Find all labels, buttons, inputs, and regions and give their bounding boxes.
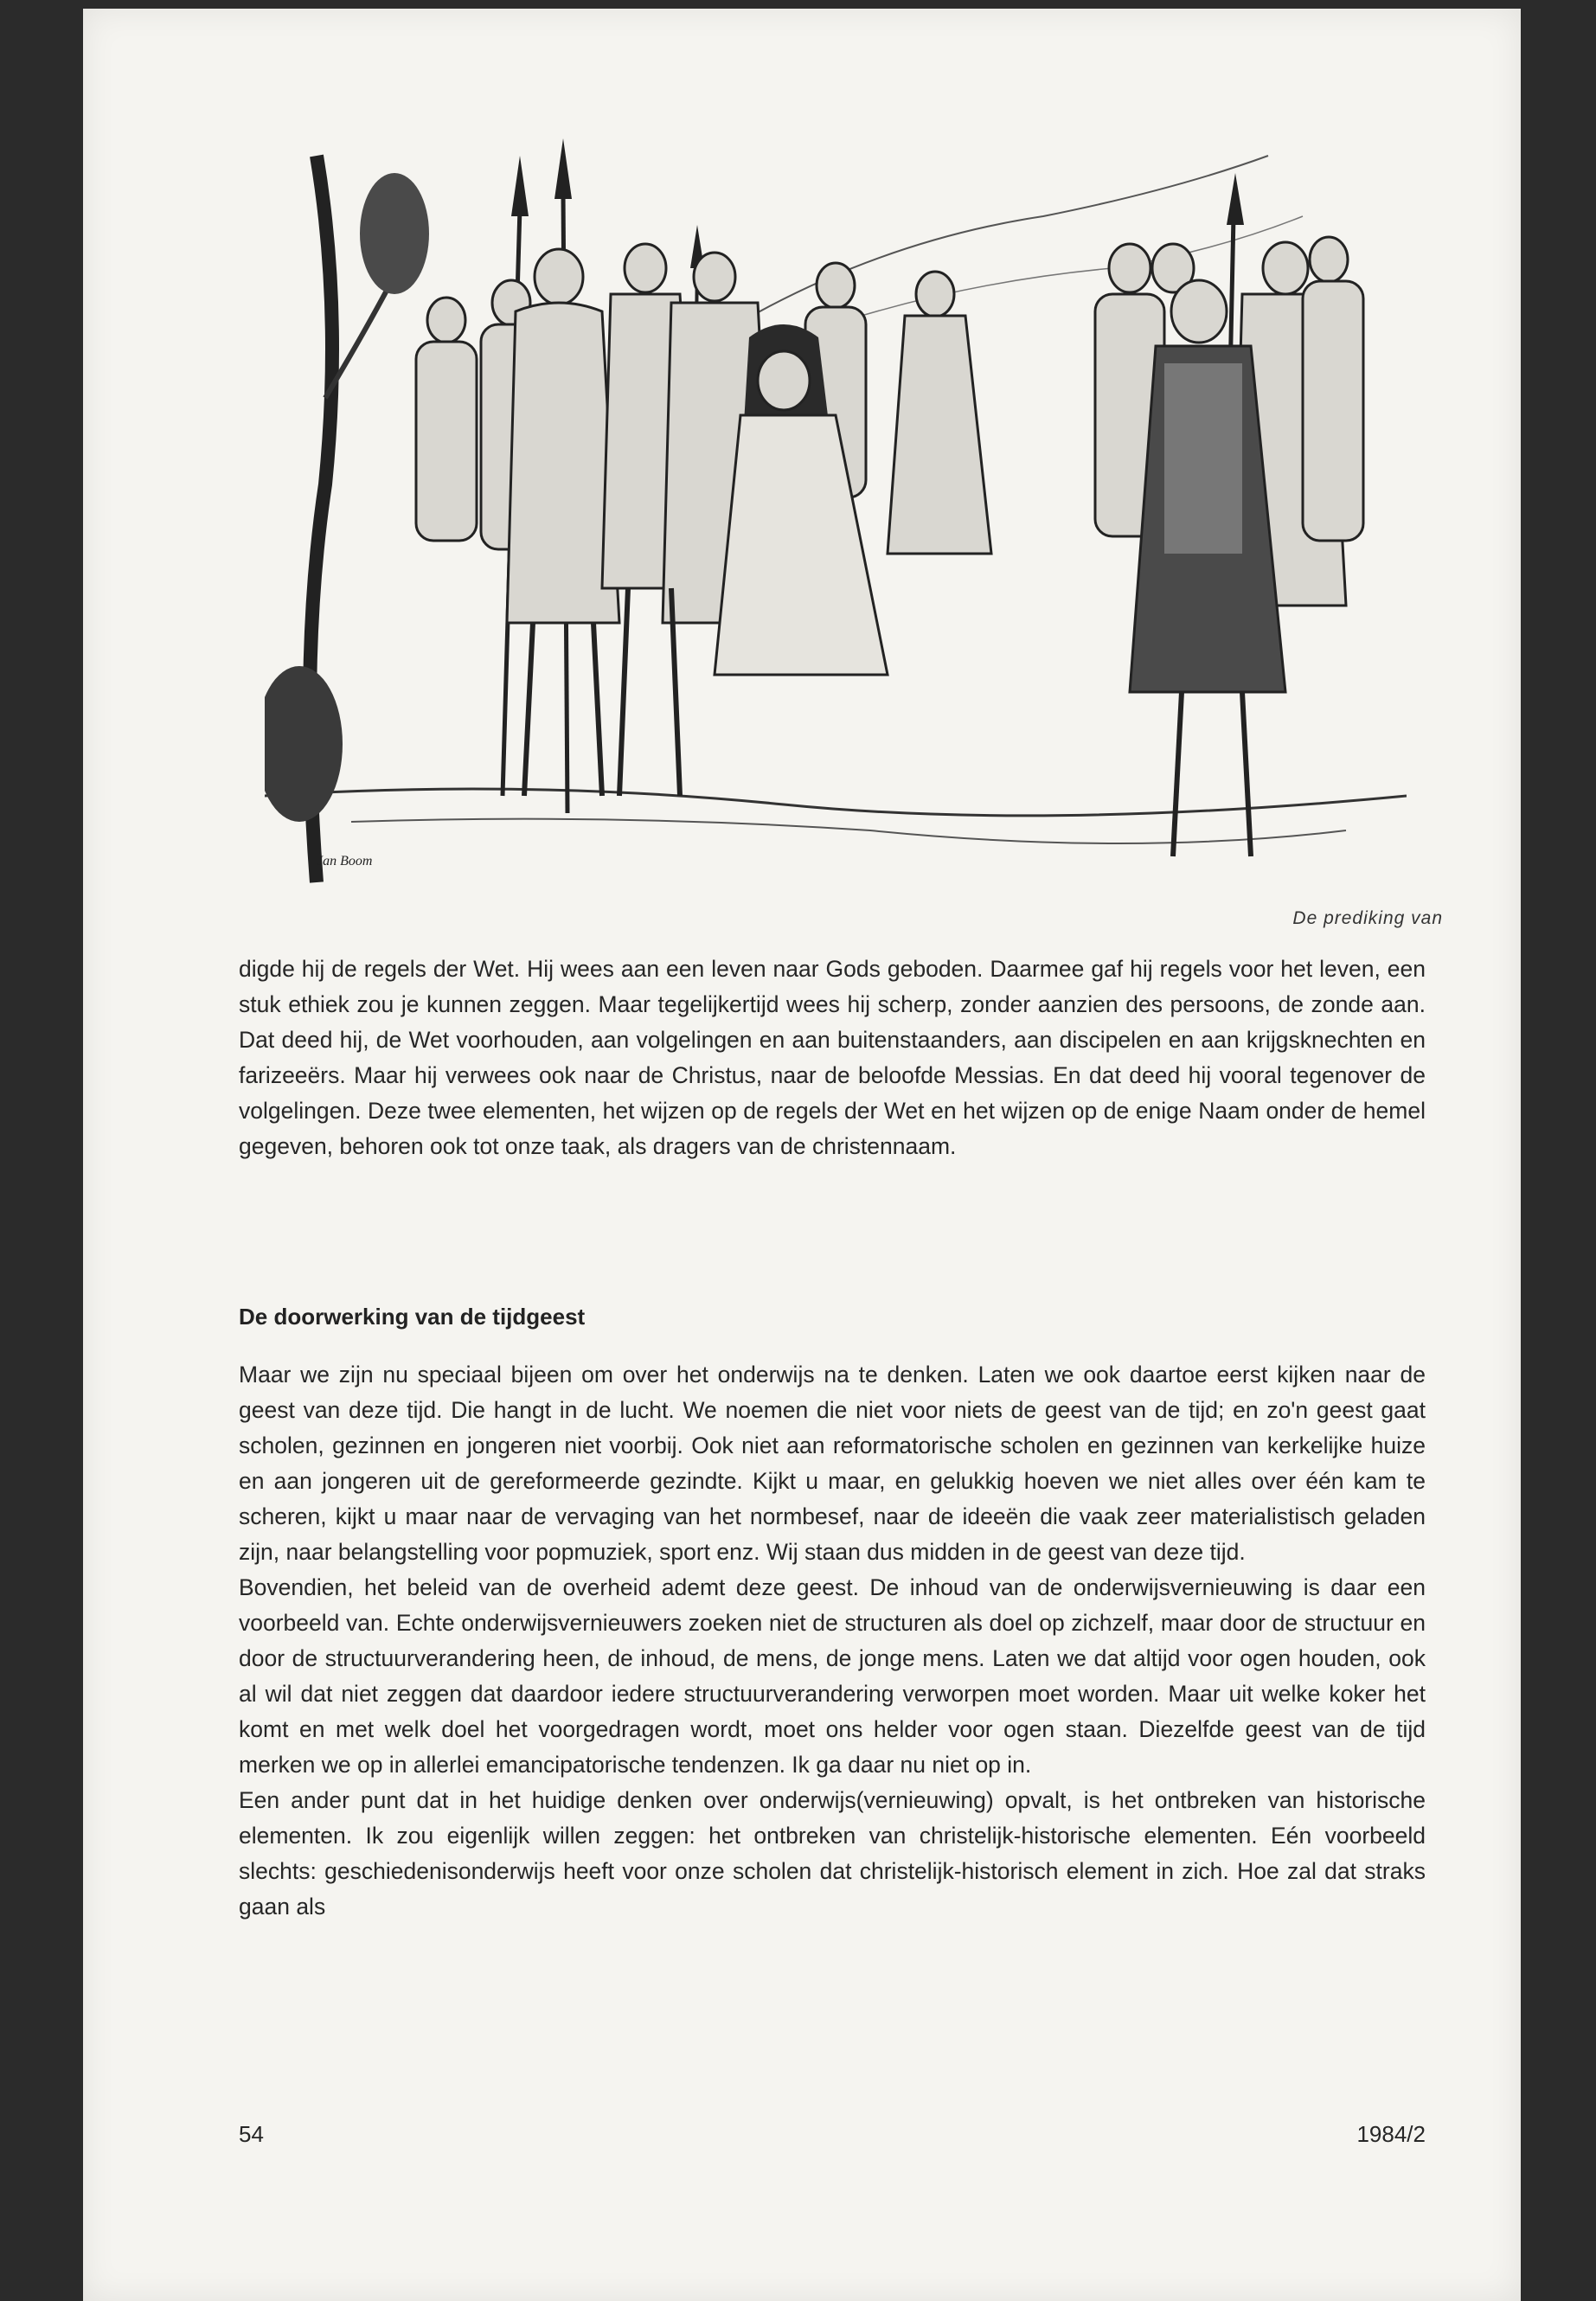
document-page (83, 9, 1521, 2301)
figure-caption: De prediking van (1292, 908, 1443, 928)
page-number: 54 (239, 2121, 264, 2147)
paragraph-1: Maar we zijn nu speciaal bijeen om over het onderwijs na te denken. Laten we ook daartoe eerst kijken naar de geest van deze tijd. Die hangt in de lucht. We noemen die niet voor niets de geest van de tijd; en zo'n geest gaat scholen, gezinnen en jongeren niet voorbij. Ook niet aan reformatorische scholen en gezinnen van kerkelijke huize en aan jongeren uit de gereformeerde gezindte. Kijkt u maar, en gelukkig hoeven we niet alles over één kam te scheren, kijkt u maar naar de vervaging van het normbesef, naar de ideeën die vaak zeer materialistisch geladen zijn, naar belangstelling voor popmuziek, sport enz. Wij staan dus midden in de geest van deze tijd. (239, 1362, 1426, 1565)
body-text (239, 1357, 1426, 1925)
intro-paragraph (239, 952, 1426, 1164)
paragraph-2: Bovendien, het beleid van de overheid ademt deze geest. De inhoud van de onderwijsvernieuwing is daar een voorbeeld van. Echte onderwijsvernieuwers zoeken niet de structuren als doel op zichzelf, maar door de structuur en door de structuurverandering heen, de inhoud, de mens, de jonge mens. Laten we dat altijd voor ogen houden, ook al wil dat niet zeggen dat daardoor iedere structuurverandering verworpen moet worden. Maar uit welke koker het komt en met welk doel het voorgedragen wordt, moet ons helder voor ogen staan. Diezelfde geest van de tijd merken we op in allerlei emancipatorische tendenzen. Ik ga daar nu niet op in. (239, 1574, 1426, 1778)
issue-number: 1984/2 (1356, 2121, 1426, 2147)
section-heading: De doorwerking van de tijdgeest (239, 1304, 586, 1330)
intro-text: digde hij de regels der Wet. Hij wees aan een leven naar Gods geboden. Daarmee gaf hij regels voor het leven, een stuk ethiek zou je kunnen zeggen. Maar tegelijkertijd wees hij scherp, zonder aanzien des persoons, de zonde aan. Dat deed hij, de Wet voorhouden, aan volgelingen en aan buitenstaanders, aan discipelen en aan krijgsknechten en farizeeërs. Maar hij verwees ook naar de Christus, naar de beloofde Messias. En dat deed hij vooral tegenover de volgelingen. Deze twee elementen, het wijzen op de regels der Wet en het wijzen op de enige Naam onder de hemel gegeven, behoren ook tot onze taak, als dragers van de christennaam. (239, 956, 1426, 1159)
paragraph-3: Een ander punt dat in het huidige denken over onderwijs(vernieuwing) opvalt, is het ontbreken van historische elementen. Ik zou eigenlijk willen zeggen: het ontbreken van christelijk-historische elementen. Eén voorbeeld slechts: geschiedenisonderwijs heeft voor onze scholen dat christelijk-historisch element in zich. Hoe zal dat straks gaan als (239, 1787, 1426, 1920)
illustration (265, 138, 1407, 900)
artist-signature: Jan Boom (317, 854, 373, 868)
engraving-crowd-icon (265, 138, 1407, 900)
